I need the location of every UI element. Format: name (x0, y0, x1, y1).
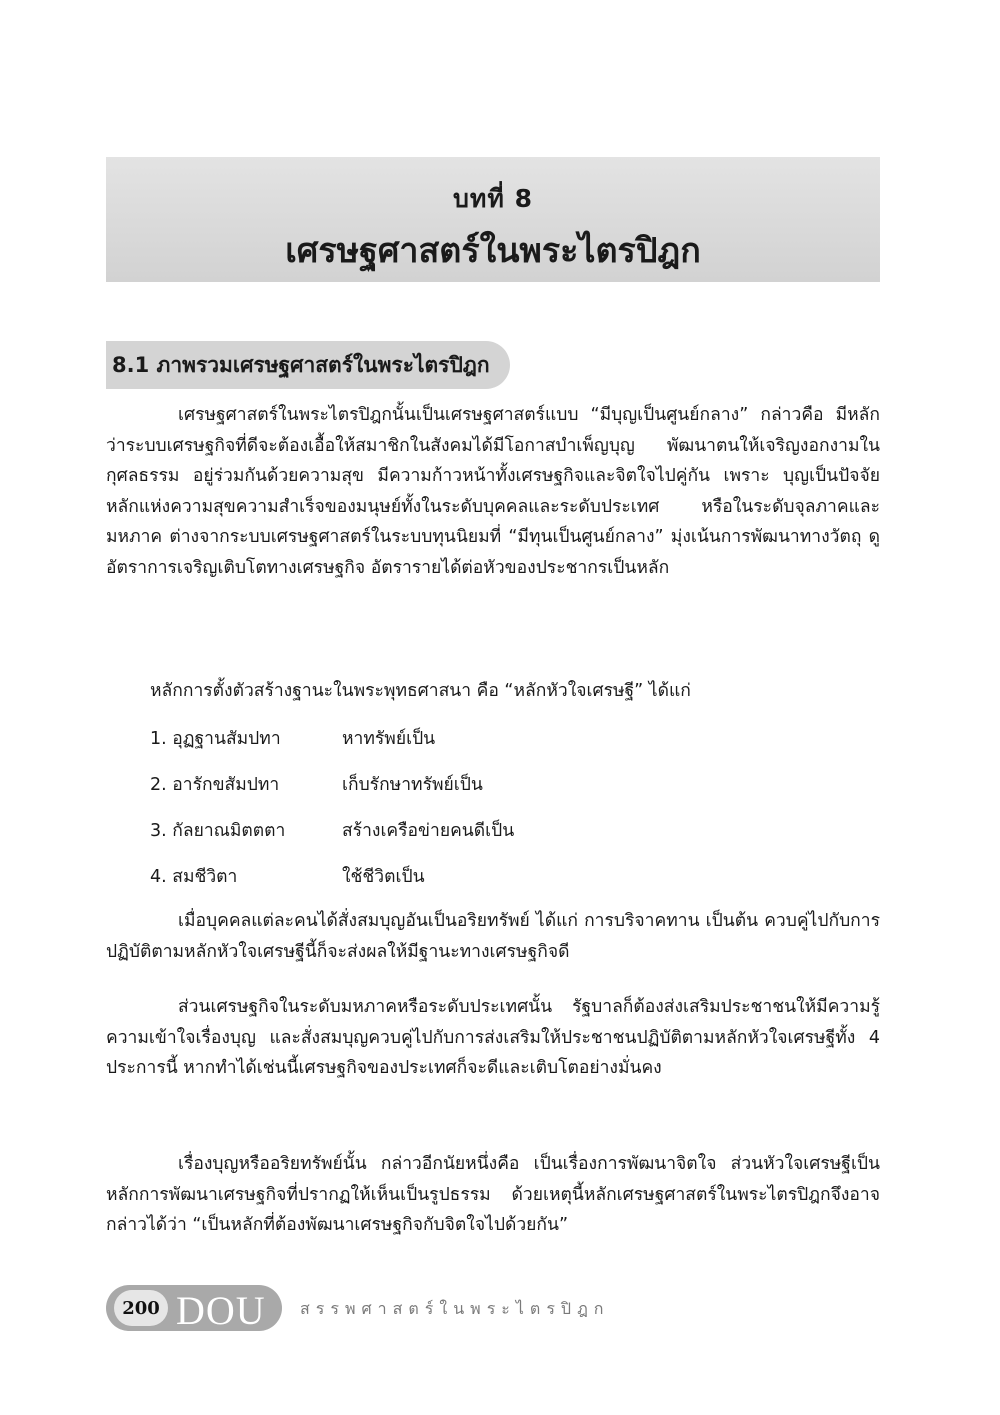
paragraph-conclusion: เรื่องบุญหรืออริยทรัพย์นั้น กล่าวอีกนัยหนึ่งคือ เป็นเรื่องการพัฒนาจิตใจ ส่วนหัวใจเศรษฐีเป็นหลักการพัฒนาเศรษฐกิจที่ปรากฏให้เห็นเป็นรูปธรรม ด้วยเหตุนี้หลักเศรษฐศาสตร์ในพระไตรปิฎกจึงอาจกล่าวได้ว่า “เป็นหลักที่ต้องพัฒนาเศรษฐกิจกับจิตใจไปด้วยกัน” (106, 1154, 880, 1235)
chapter-number: บทที่ 8 (453, 184, 533, 213)
footer-badge (106, 1285, 282, 1331)
list-item-meaning: ใช้ชีวิตเป็น (342, 867, 425, 887)
section-heading: 8.1 ภาพรวมเศรษฐศาสตร์ในพระไตรปิฎก (106, 341, 510, 389)
paragraph-merit: เมื่อบุคคลแต่ละคนได้สั่งสมบุญอันเป็นอริยทรัพย์ ได้แก่ การบริจาคทาน เป็นต้น ควบคู่ไปกับการปฏิบัติตามหลักหัวใจเศรษฐีนี้ก็จะส่งผลให้มีฐานะทางเศรษฐกิจดี (106, 911, 880, 962)
list-item-meaning: เก็บรักษาทรัพย์เป็น (342, 775, 483, 795)
paragraph-macro: ส่วนเศรษฐกิจในระดับมหภาคหรือระดับประเทศนั้น รัฐบาลก็ต้องส่งเสริมประชาชนให้มีความรู้ความเข้าใจเรื่องบุญ และสั่งสมบุญควบคู่ไปกับการส่งเสริมให้ประชาชนปฏิบัติตามหลักหัวใจเศรษฐีทั้ง 4 ประการนี้ หากทำได้เช่นนี้เศรษฐกิจของประเทศก็จะดีและเติบโตอย่างมั่นคง (106, 997, 880, 1078)
list-intro: หลักการตั้งตัวสร้างฐานะในพระพุทธศาสนา คือ “หลักหัวใจเศรษฐี” ได้แก่ (150, 681, 691, 701)
page-number: 200 (114, 1290, 168, 1326)
list-item-term: 1. อุฏฐานสัมปทา (150, 729, 281, 749)
footer-book-title: สรรพศาสตร์ในพระไตรปิฎก (300, 1299, 610, 1318)
footer-brand-logo: DOU (176, 1288, 266, 1333)
chapter-banner (106, 157, 880, 282)
list-item-term: 3. กัลยาณมิตตตา (150, 821, 286, 841)
list-item-term: 4. สมชีวิตา (150, 867, 238, 887)
list-item-term: 2. อารักขสัมปทา (150, 775, 280, 795)
list-item-meaning: สร้างเครือข่ายคนดีเป็น (342, 821, 515, 841)
chapter-title: เศรษฐศาสตร์ในพระไตรปิฎก (285, 231, 701, 271)
paragraph-overview: เศรษฐศาสตร์ในพระไตรปิฎกนั้นเป็นเศรษฐศาสตร์แบบ “มีบุญเป็นศูนย์กลาง” กล่าวคือ มีหลักว่าระบบเศรษฐกิจที่ดีจะต้องเอื้อให้สมาชิกในสังคมได้มีโอกาสบำเพ็ญบุญ พัฒนาตนให้เจริญงอกงามในกุศลธรรม อยู่ร่วมกันด้วยความสุข มีความก้าวหน้าทั้งเศรษฐกิจและจิตใจไปคู่กัน เพราะ บุญเป็นปัจจัยหลักแห่งความสุขความสำเร็จของมนุษย์ทั้งในระดับบุคคลและระดับประเทศ หรือในระดับจุลภาคและมหภาค ต่างจากระบบเศรษฐศาสตร์ในระบบทุนนิยมที่ “มีทุนเป็นศูนย์กลาง” มุ่งเน้นการพัฒนาทางวัตถุ ดูอัตราการเจริญเติบโตทางเศรษฐกิจ อัตรารายได้ต่อหัวของประชากรเป็นหลัก (106, 405, 880, 578)
list-item-meaning: หาทรัพย์เป็น (342, 729, 436, 749)
